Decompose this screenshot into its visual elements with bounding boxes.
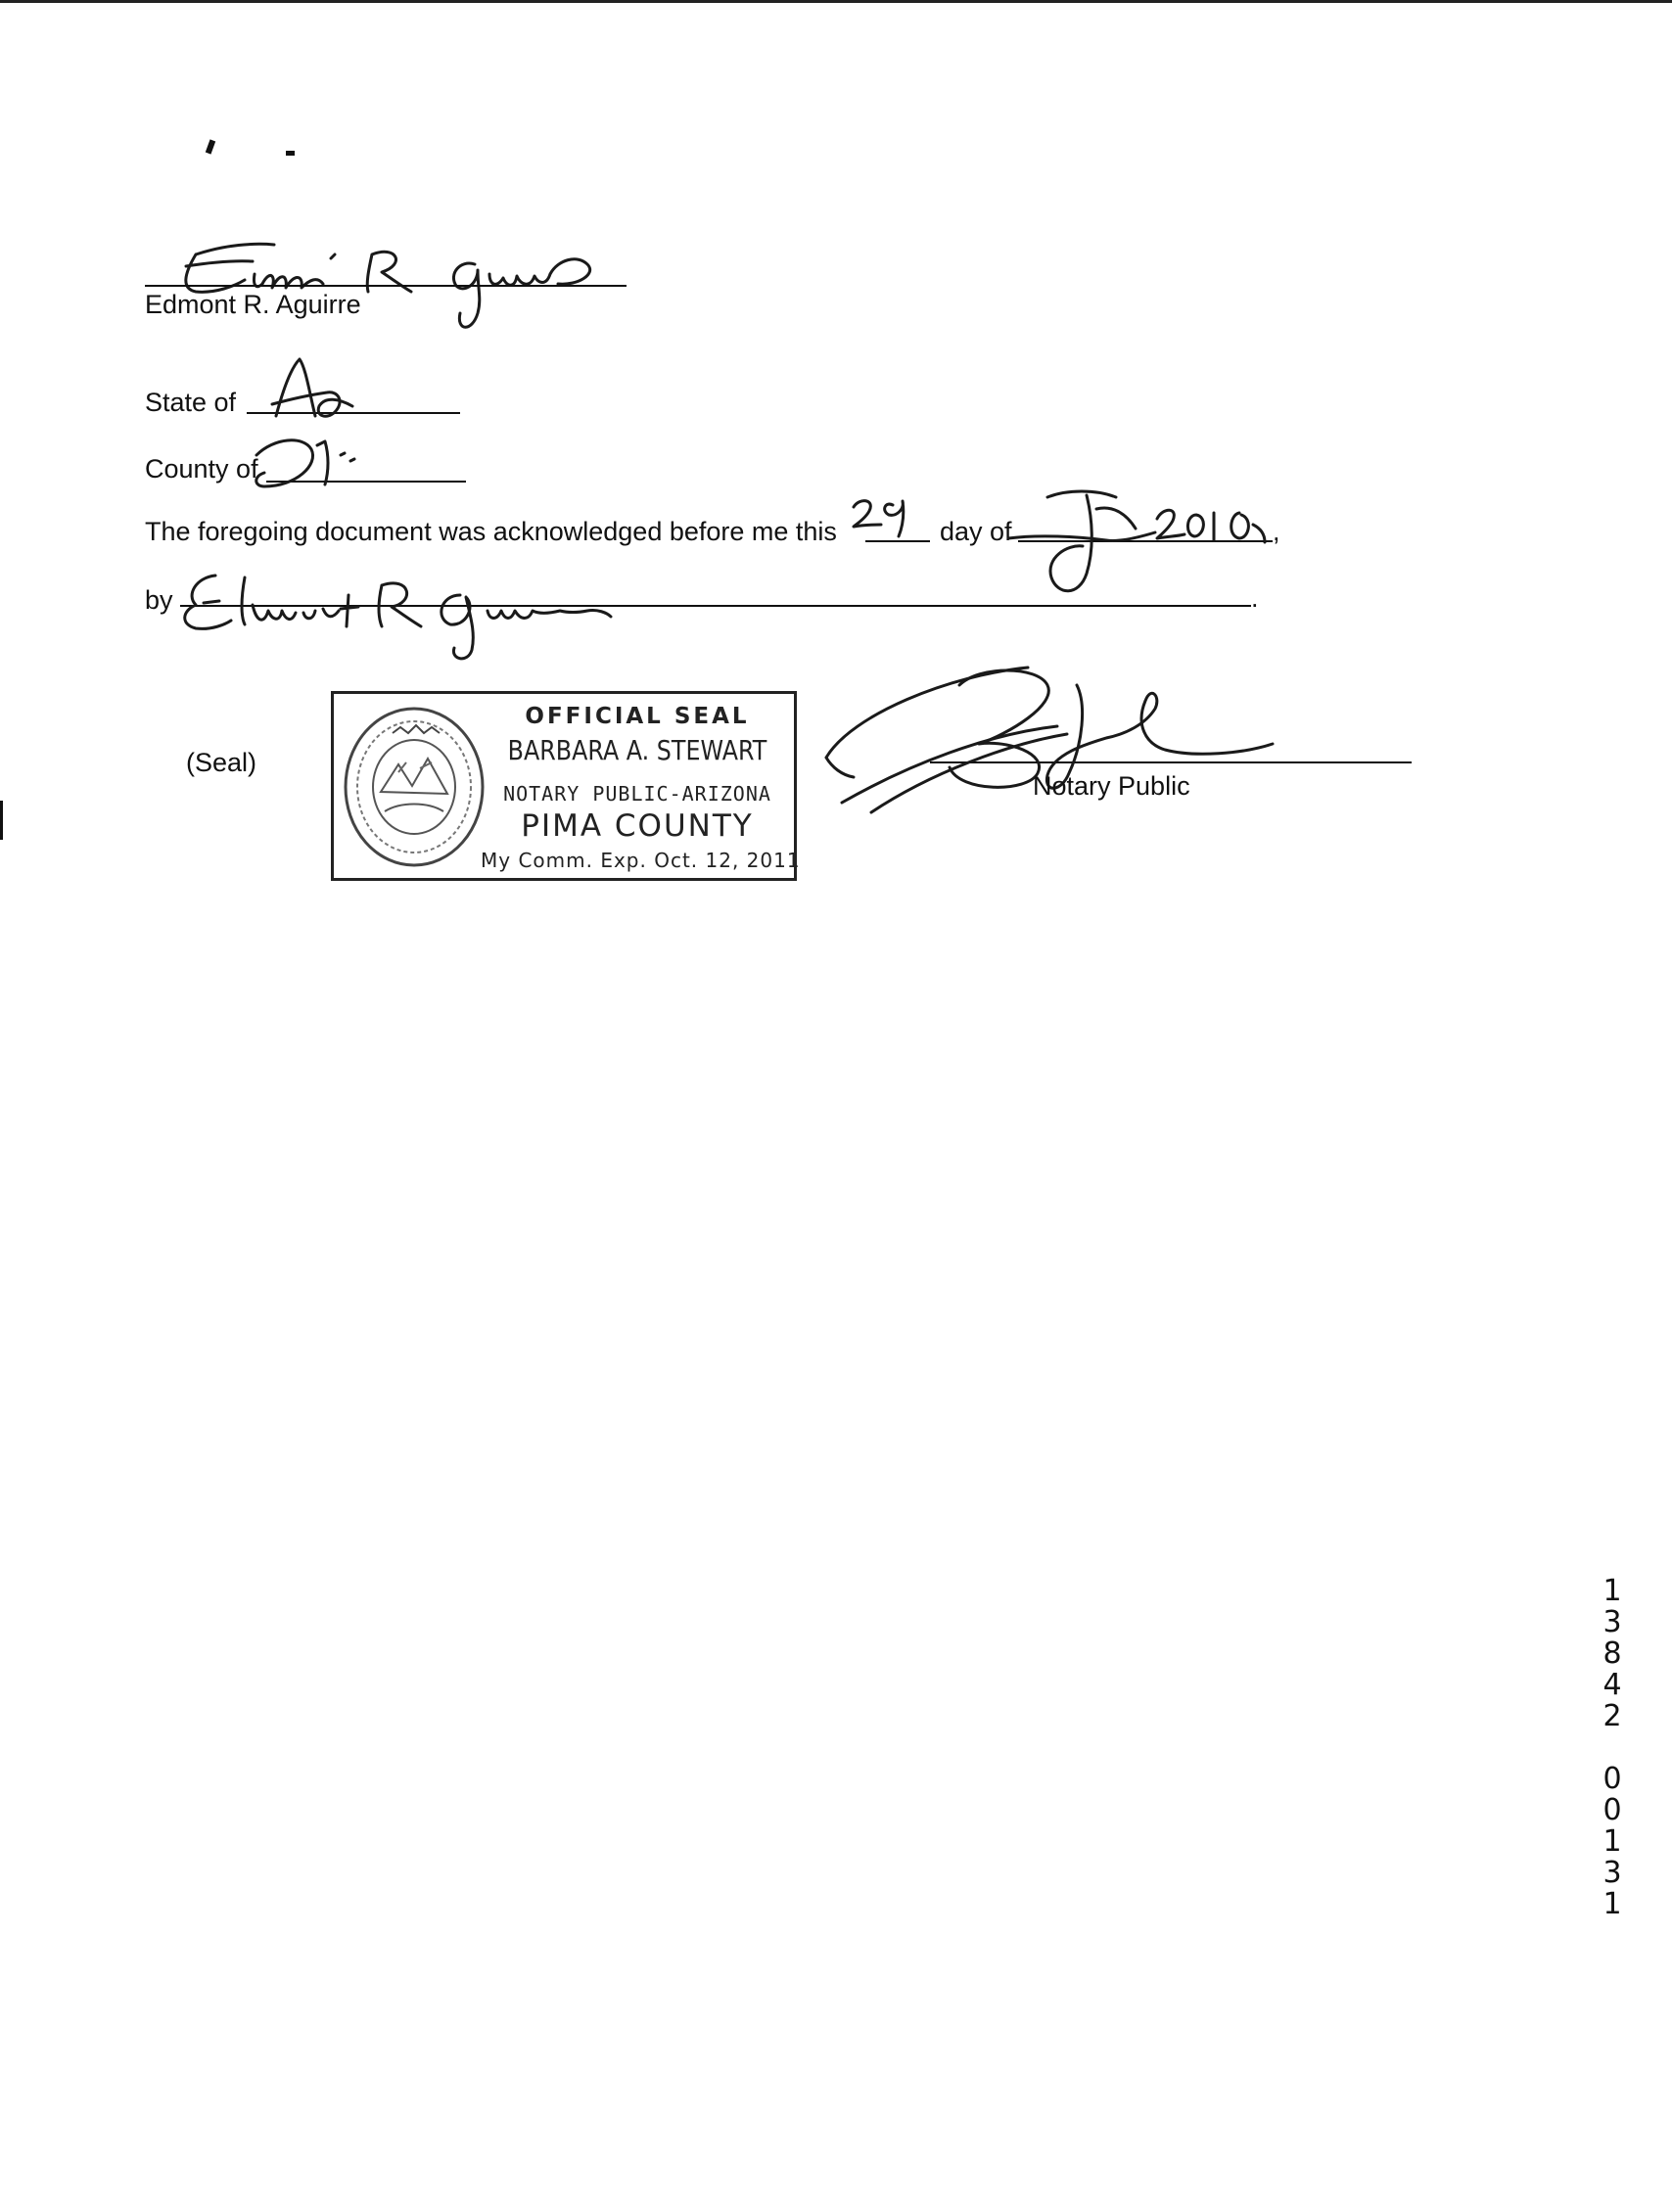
year-handwritten — [1151, 489, 1278, 558]
by-label: by — [145, 585, 173, 615]
seal-label: (Seal) — [186, 748, 257, 777]
signatory-printed-name: Edmont R. Aguirre — [145, 290, 361, 319]
stamp-official-seal-text: OFFICIAL SEAL — [525, 704, 750, 729]
scan-mark — [206, 139, 215, 154]
signatory-signature-line — [145, 285, 627, 287]
by-handwritten — [176, 556, 724, 664]
by-line-end-period: . — [1251, 583, 1259, 613]
state-seal-emblem — [342, 704, 487, 870]
stamp-notary-title: NOTARY PUBLIC-ARIZONA — [503, 782, 771, 806]
notary-signature — [813, 646, 1282, 842]
year-comma: , — [1273, 517, 1280, 546]
stamp-commission-expiry: My Comm. Exp. Oct. 12, 2011 — [481, 849, 801, 872]
document-number: 1 3 8 4 2 0 0 1 3 1 — [1602, 1574, 1622, 1921]
stamp-county: PIMA COUNTY — [521, 808, 754, 844]
county-label: County of — [145, 454, 258, 484]
scan-mark — [0, 801, 3, 840]
day-handwritten — [842, 487, 940, 546]
state-label: State of — [145, 388, 237, 417]
official-seal-stamp — [331, 691, 801, 881]
month-handwritten — [989, 450, 1175, 607]
county-handwritten — [235, 416, 382, 504]
notary-public-label: Notary Public — [1033, 771, 1190, 801]
day-of-label: day of — [940, 517, 1012, 546]
stamp-notary-name: BARBARA A. STEWART — [507, 734, 767, 766]
page-top-edge — [0, 0, 1672, 3]
acknowledgment-statement: The foregoing document was acknowledged before me this — [145, 517, 837, 546]
scan-mark — [286, 151, 295, 156]
